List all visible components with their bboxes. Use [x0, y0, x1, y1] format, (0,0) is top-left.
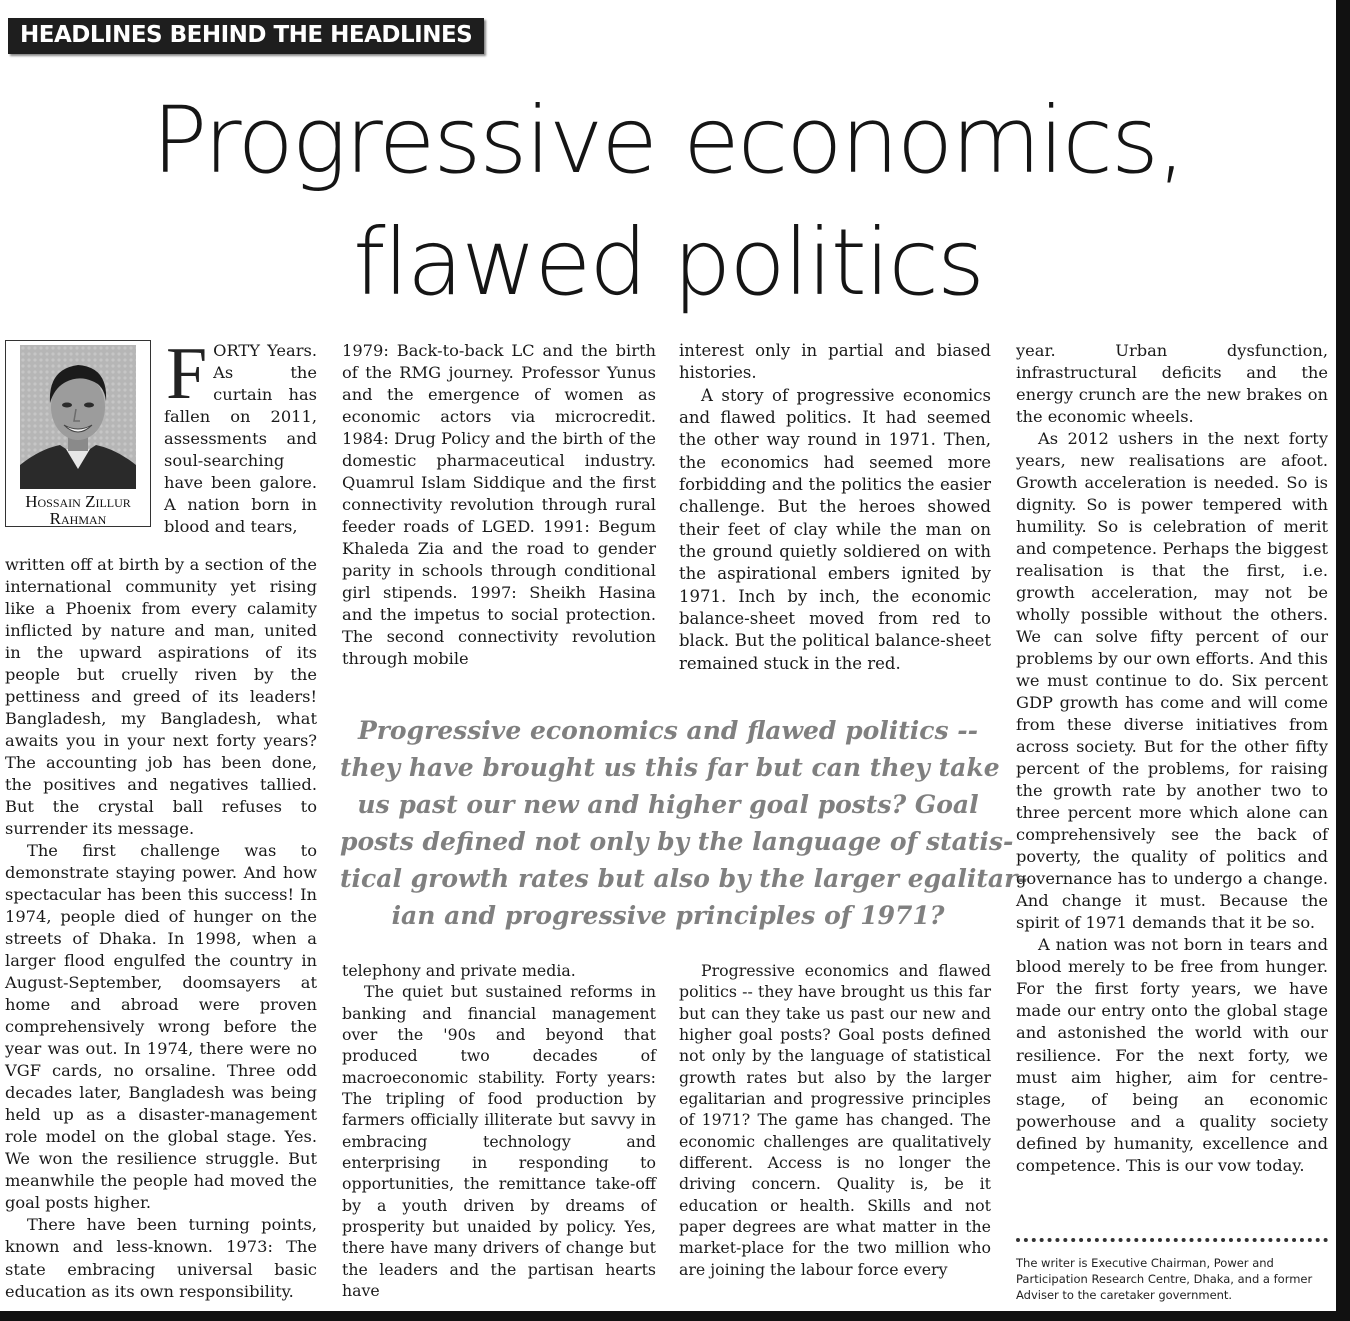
section-kicker: HEADLINES BEHIND THE HEADLINES [8, 18, 484, 54]
page-edge-bottom [0, 1311, 1350, 1321]
headline-line-2: flawed politics [353, 209, 983, 316]
column-1-paragraph-1: written off at birth by a section of the international community yet rising like a Phoenix from every calamity inflicted by nature and man, united in the upward aspirations of its people but cruelly riven by the pettiness and greed of its leaders! Bangladesh, my Bangladesh, what awaits you in your next forty years? The accounting job has been done, the positives and negatives tallied. But the crystal ball refuses to surrender its message. [5, 555, 317, 839]
column-2-top-text: 1979: Back-to-back LC and the birth of the RMG journey. Professor Yunus and the emergence of women as economic actors via microcredit. 1984: Drug Policy and the birth of the domestic pharmaceutical industry. Quamrul Islam Siddique and the first connectivity revolution through rural feeder roads of LGED. 1991: Begum Khaleda Zia and the road to gender parity in schools through conditional girl stipends. 1997: Sheikh Hasina and the impetus to social protection. The second connectivity revolution through mobile [342, 341, 656, 669]
column-1-paragraph-2: The first challenge was to demonstrate staying power. And how spectacular has been this success! In 1974, people died of hunger on the streets of Dhaka. In 1998, when a larger flood engulfed the country in August-September, doomsayers at home and abroad were proven comprehensively wrong before the year was out. In 1974, there were no VGF cards, no orsaline. Three odd decades later, Bangladesh was being held up as a disaster-management role model on the global stage. Yes. We won the resilience struggle. But meanwhile the people had moved the goal posts higher. [5, 841, 317, 1213]
column-4-paragraph-3: A nation was not born in tears and blood merely to be free from hunger. For the first forty years, we have made our entry onto the global stage and astonished the world with our resilience. For the next forty, we must aim higher, aim for centre-stage, of being an economic powerhouse and a quality society defined by humanity, excellence and competence. This is our vow today. [1016, 935, 1328, 1175]
pull-quote-line-4: posts defined not only by the language of statis- [340, 827, 1014, 856]
footnote-divider [1016, 1238, 1328, 1242]
article-column-2-bottom [342, 960, 656, 1302]
article-column-3-bottom [679, 960, 991, 1280]
headline-line-1: Progressive economics, [151, 87, 1185, 194]
pull-quote-line-3: us past our new and higher goal posts? Goal [357, 790, 979, 819]
column-4-paragraph-1: year. Urban dysfunction, infrastructural deficits and the energy crunch are the new brakes on the economic wheels. [1016, 341, 1328, 427]
article-column-3-top [679, 340, 991, 675]
article-column-1 [5, 333, 317, 1303]
pull-quote-line-6: ian and progressive principles of 1971? [391, 901, 945, 930]
opening-text: ORTY Years. As the curtain has fallen on 2011, assessments and soul-searching have been galore. A nation born in blood and tears, [164, 341, 317, 537]
column-1-paragraph-3: There have been turning points, known and less-known. 1973: The state embracing universal basic education as its own responsibility. [5, 1215, 317, 1301]
pull-quote-line-5: tical growth rates but also by the larger egalitar- [340, 864, 1028, 893]
column-2-bottom-text-b: The quiet but sustained reforms in banking and financial management over the '90s and beyond that produced two decades of macroeconomic stability. Forty years: The tripling of food production by farmers officially illiterate but savvy in embracing technology and enterprising in responding to opportunities, the remittance take-off by a youth driven by dreams of prosperity but unaided by policy. Yes, there have many drivers of change but the leaders and the partisan hearts have [342, 982, 656, 1301]
author-footnote: The writer is Executive Chairman, Power and Participation Research Centre, Dhaka, and a former Adviser to the caretaker government. [1016, 1256, 1313, 1302]
article-column-4 [1016, 340, 1328, 1177]
pull-quote [340, 712, 1028, 934]
column-3-top-text-b: A story of progressive economics and flawed politics. It had seemed the other way round in 1971. Then, the economics had seemed more forbidding and the politics the easier challenge. But the heroes showed their feet of clay while the man on the ground quietly soldiered on with the aspirational embers ignited by 1971. Inch by inch, the economic balance-sheet moved from red to black. But the political balance-sheet remained stuck in the red. [679, 385, 991, 673]
photo-wrap-spacer [5, 340, 164, 554]
pull-quote-line-1: Progressive economics and flawed politics -- [357, 716, 979, 745]
author-name-line-2: Rahman [49, 509, 107, 528]
column-2-bottom-text-a: telephony and private media. [342, 961, 576, 980]
headline [0, 80, 1336, 324]
author-name-line-1: Hossain Zillur [25, 492, 131, 511]
column-3-top-text-a: interest only in partial and biased histories. [679, 341, 991, 383]
column-4-paragraph-2: As 2012 ushers in the next forty years, new realisations are afoot. Growth acceleration is needed. So is dignity. So is power tempered with humility. So is celebration of merit and competence. Perhaps the biggest realisation is that the first, i.e. growth acceleration, may not be wholly possible without the others. We can solve fifty percent of our problems by our own efforts. And this we must continue to do. Six percent GDP growth has come and will come from these diverse initiatives from across society. But for the other fifty percent of the problems, for raising the growth rate by another two to three percent more which alone can comprehensively see the back of poverty, the quality of politics and governance has to undergo a change. And change it must. Because the spirit of 1971 demands that it be so. [1016, 429, 1328, 933]
column-3-bottom-text: Progressive economics and flawed politics -- they have brought us this far but can they take us past our new and higher goal posts? Goal posts defined not only by the language of statistical growth rates but also by the larger egalitarian and progressive principles of 1971? The game has changed. The economic challenges are qualitatively different. Access is no longer the driving concern. Quality is, be it education or health. Skills and not paper degrees are what matter in the market-place for the two million who are joining the labour force every [679, 961, 991, 1279]
drop-cap: F [166, 333, 208, 415]
article-column-2-top [342, 340, 656, 670]
page-edge-right [1336, 0, 1350, 1321]
pull-quote-line-2: they have brought us this far but can they take [340, 753, 1000, 782]
